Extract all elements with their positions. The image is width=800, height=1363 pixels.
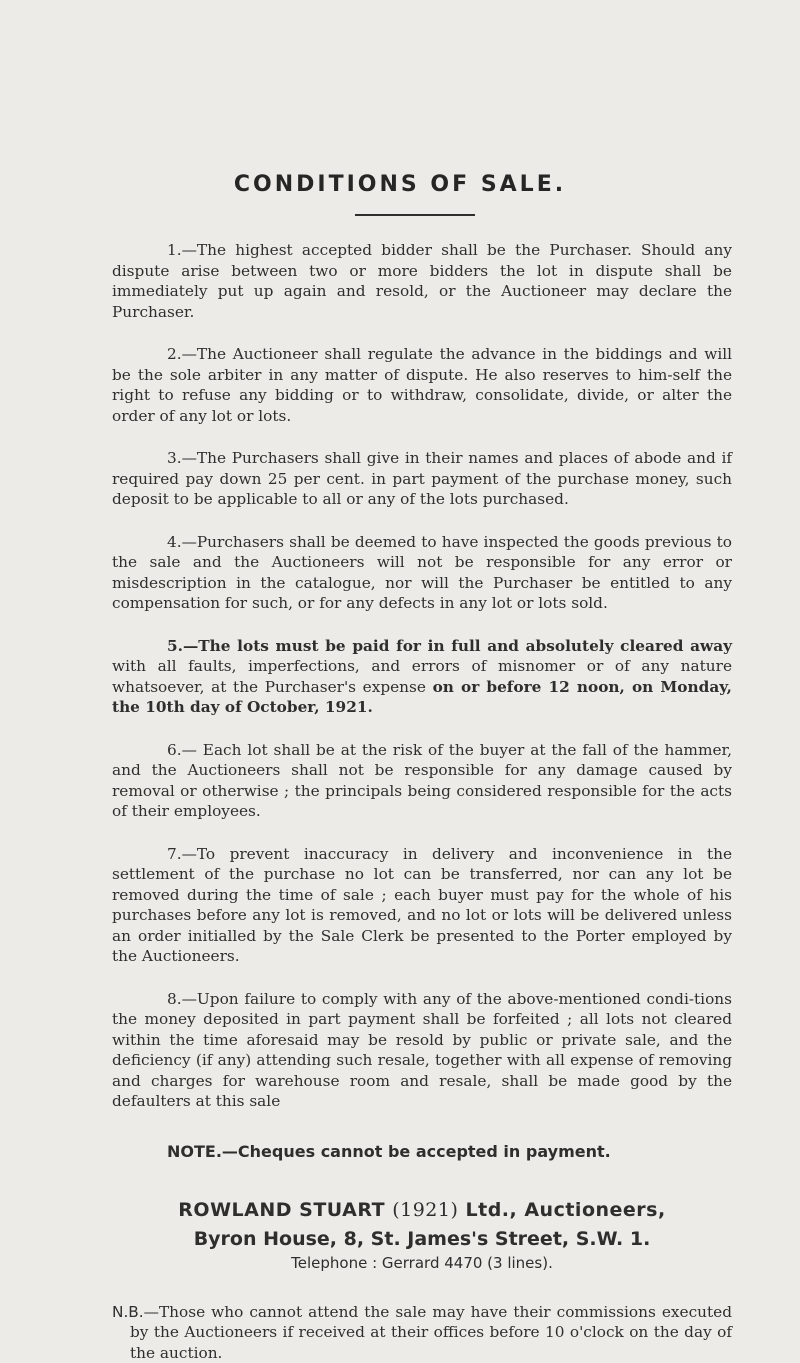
clause-2: 2.—The Auctioneer shall regulate the advance in the biddings and will be the sole arbiter in any matter of dispute. He also reserves to him-self the right to refuse any bidding or to withdraw, consolidate, divide, or alter the order of any lot or lots. <box>112 344 732 426</box>
clause-5 <box>112 636 732 718</box>
title-rule <box>355 214 475 216</box>
clause-5-deadline: on or before 12 noon, on Monday, the 10th day of October, 1921. <box>112 678 732 717</box>
firm-address: Byron House, 8, St. James's Street, S.W. 1. <box>112 1229 732 1250</box>
firm-name <box>112 1200 732 1221</box>
clause-5-lead: 5.—The lots must be paid for in full and absolutely cleared away <box>167 637 732 655</box>
clause-3: 3.—The Purchasers shall give in their names and places of abode and if required pay down 25 per cent. in part payment of the purchase money, such deposit to be applicable to all or any of the lots purchased. <box>112 448 732 510</box>
conditions-body <box>112 240 732 1363</box>
firm-name-text: ROWLAND STUART <box>178 1199 385 1221</box>
firm-year: (1921) <box>392 1199 458 1221</box>
clause-8: 8.—Upon failure to comply with any of the above-mentioned condi-tions the money deposited in part payment shall be forfeited ; all lots not cleared within the time aforesaid may be resold by public or private sale, and the deficiency (if any) attending such resale, together with all expense of removing and charges for warehouse room and resale, shall be made good by the defaulters at this sale <box>112 989 732 1112</box>
clause-5-middle: with all faults, imperfections, and errors of misnomer or of any nature whatsoever, at the Purchaser's expense <box>112 657 732 696</box>
nb-note <box>112 1302 732 1363</box>
nb-label: N.B. <box>112 1303 144 1321</box>
clause-7: 7.—To prevent inaccuracy in delivery and inconvenience in the settlement of the purchase no lot can be transferred, nor can any lot be removed during the time of sale ; each buyer must pay for the whole of his purchases before any lot is removed, and no lot or lots will be delivered unless an order initialled by the Sale Clerk be presented to the Porter employed by the Auctioneers. <box>112 844 732 967</box>
cheques-note: NOTE.—Cheques cannot be accepted in payment. <box>112 1142 732 1163</box>
clause-1: 1.—The highest accepted bidder shall be the Purchaser. Should any dispute arise between two or more bidders the lot in dispute shall be immediately put up again and resold, or the Auctioneer may declare the Purchaser. <box>112 240 732 322</box>
document-title: CONDITIONS OF SALE. <box>0 172 800 197</box>
clause-4: 4.—Purchasers shall be deemed to have inspected the goods previous to the sale and the Auctioneers will not be responsible for any error or misdescription in the catalogue, nor will the Purchaser be entitled to any compensation for such, or for any defects in any lot or lots sold. <box>112 532 732 614</box>
firm-suffix: Ltd., Auctioneers, <box>466 1199 666 1221</box>
nb-text: —Those who cannot attend the sale may have their commissions executed by the Auctioneers if received at their offices before 10 o'clock on the day of the auction. <box>130 1303 732 1362</box>
clause-6: 6.— Each lot shall be at the risk of the buyer at the fall of the hammer, and the Auctioneers shall not be responsible for any damage caused by removal or otherwise ; the principals being considered responsible for the acts of their employees. <box>112 740 732 822</box>
firm-telephone: Telephone : Gerrard 4470 (3 lines). <box>112 1253 732 1274</box>
